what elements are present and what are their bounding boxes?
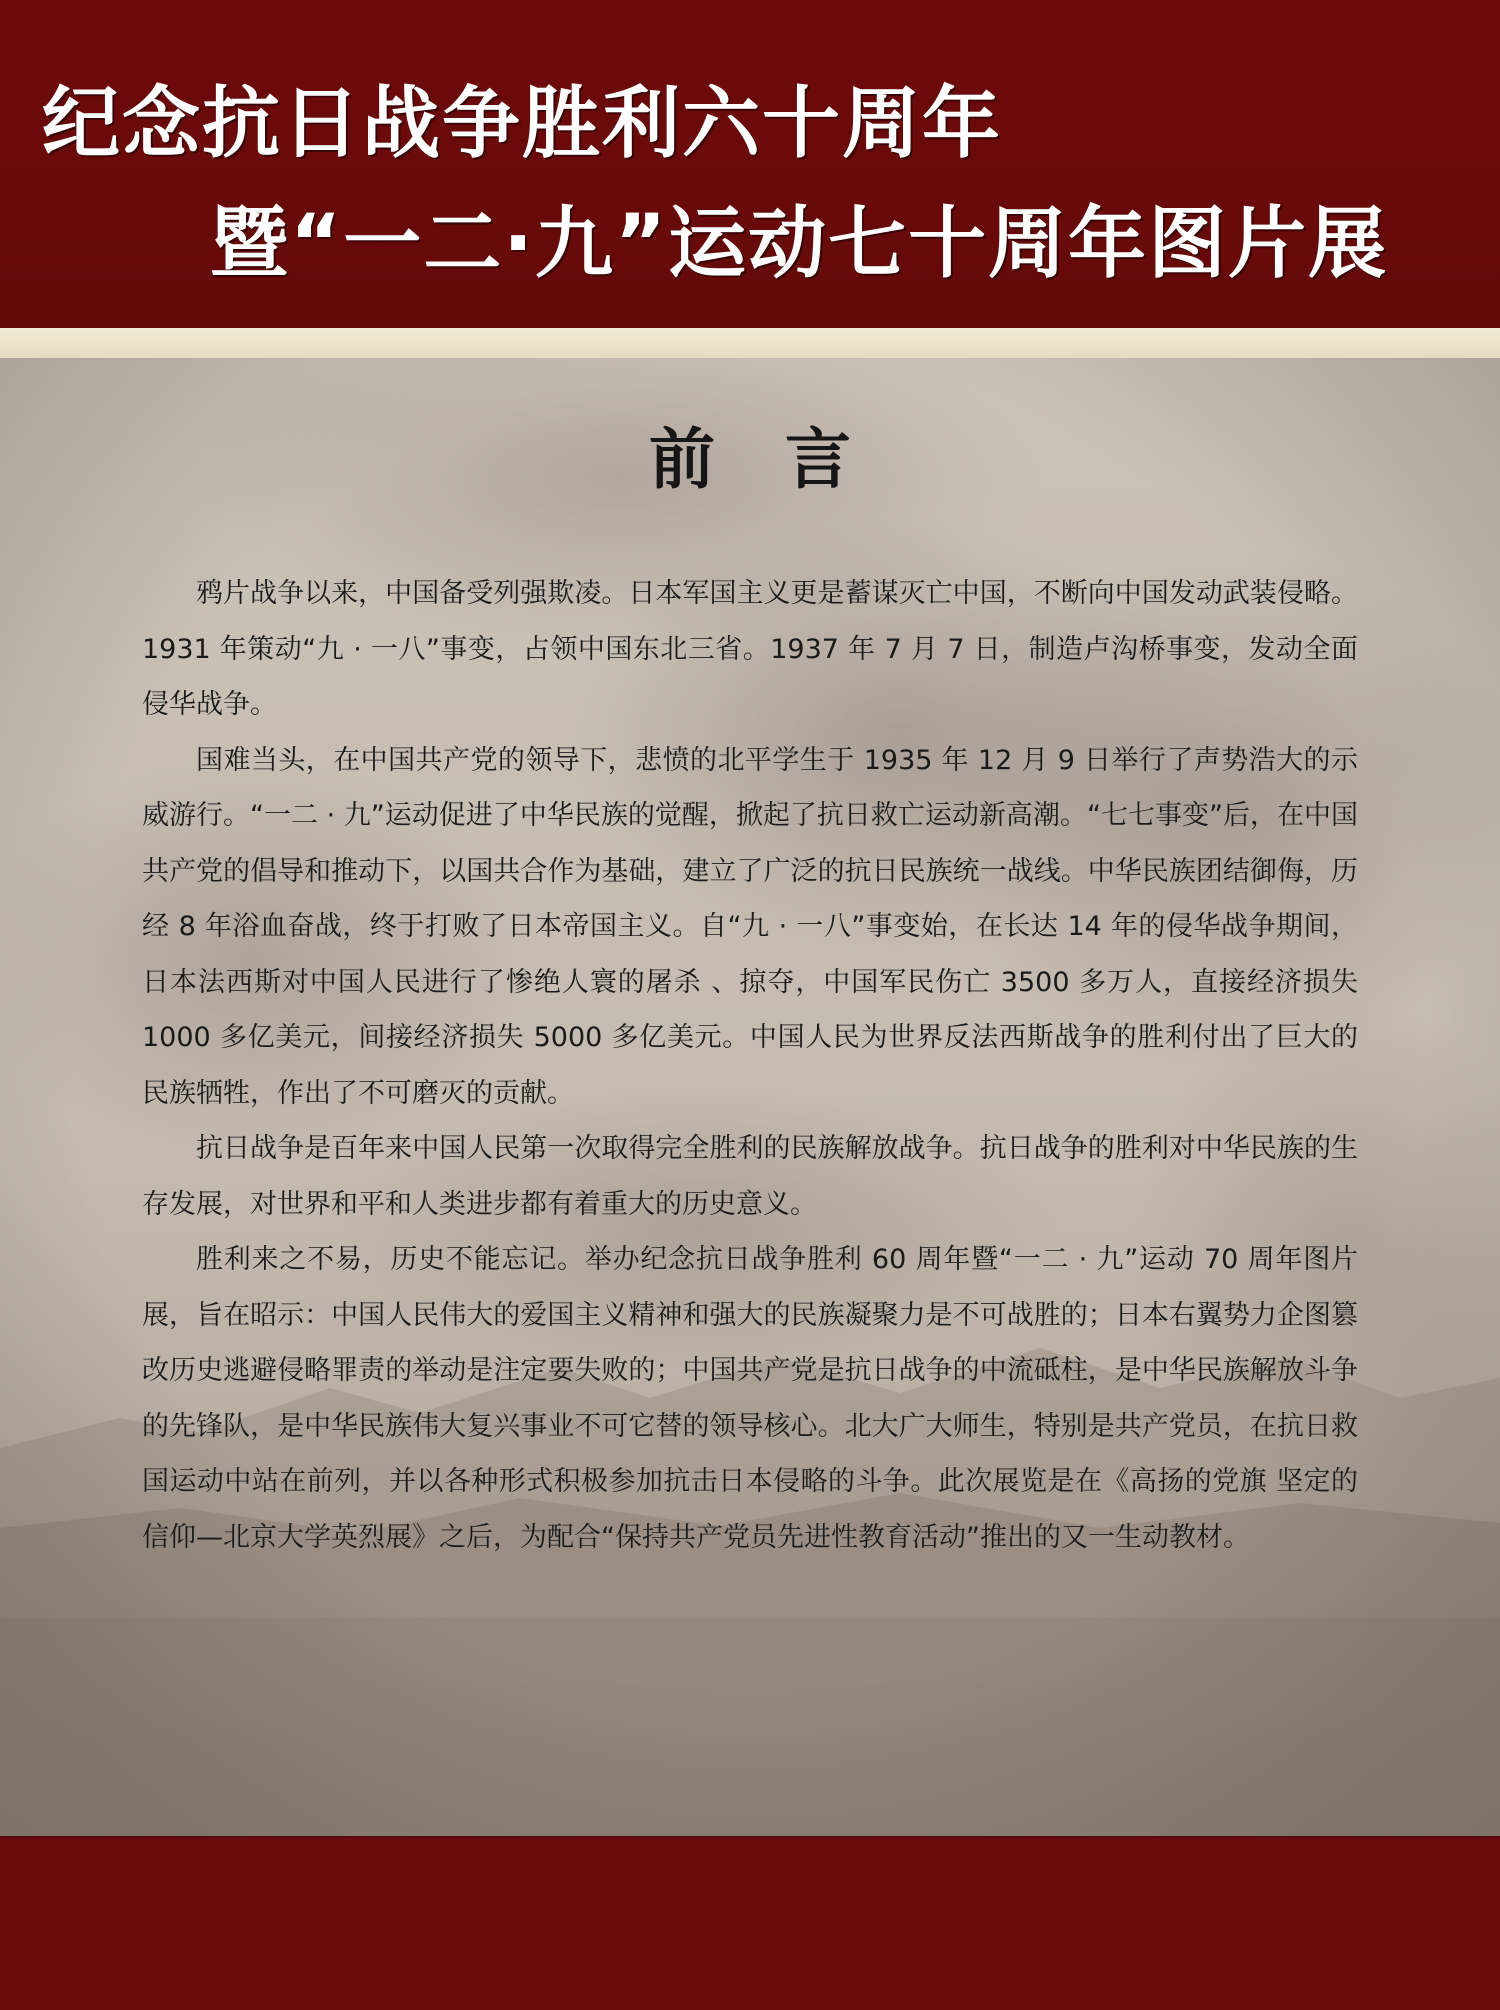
- preface-paragraph: 胜利来之不易，历史不能忘记。举办纪念抗日战争胜利 60 周年暨“一二 · 九”运动 70 周年图片展，旨在昭示：中国人民伟大的爱国主义精神和强大的民族凝聚力是不可战胜的；日本右翼势力企图篡改历史逃避侵略罪责的举动是注定要失败的；中国共产党是抗日战争的中流砥柱，是中华民族解放斗争的先锋队，是中华民族伟大复兴事业不可它替的领导核心。北大广大师生，特别是共产党员，在抗日救国运动中站在前列，并以各种形式积极参加抗击日本侵略的斗争。此次展览是在《高扬的党旗 坚定的信仰—北京大学英烈展》之后，为配合“保持共产党员先进性教育活动”推出的又一生动教材。: [142, 1244, 1358, 1553]
- footer-banner: [0, 1836, 1500, 2010]
- exhibition-title-line-2: 暨“一二·九”运动七十周年图片展: [210, 199, 1389, 289]
- preface-body: [142, 566, 1358, 1565]
- cream-divider-stripe: [0, 328, 1500, 358]
- title-banner: [0, 0, 1500, 328]
- preface-heading: 前言: [649, 421, 921, 498]
- exhibition-title-line-1: 纪念抗日战争胜利六十周年: [42, 79, 1003, 169]
- preface-paragraph: 国难当头，在中国共产党的领导下，悲愤的北平学生于 1935 年 12 月 9 日举行了声势浩大的示威游行。“一二 · 九”运动促进了中华民族的觉醒，掀起了抗日救亡运动新高潮。“七七事变”后，在中国共产党的倡导和推动下，以国共合作为基础，建立了广泛的抗日民族统一战线。中华民族团结御侮，历经 8 年浴血奋战，终于打败了日本帝国主义。自“九 · 一八”事变始，在长达 14 年的侵华战争期间，日本法西斯对中国人民进行了惨绝人寰的屠杀 、掠夺，中国军民伤亡 3500 多万人，直接经济损失 1000 多亿美元，间接经济损失 5000 多亿美元。中国人民为世界反法西斯战争的胜利付出了巨大的民族牺牲，作出了不可磨灭的贡献。: [142, 744, 1358, 1109]
- preface-paragraph: 抗日战争是百年来中国人民第一次取得完全胜利的民族解放战争。抗日战争的胜利对中华民族的生存发展，对世界和平和人类进步都有着重大的历史意义。: [142, 1133, 1358, 1220]
- preface-paragraph: 鸦片战争以来，中国备受列强欺凌。日本军国主义更是蓄谋灭亡中国，不断向中国发动武装侵略。1931 年策动“九 · 一八”事变，占领中国东北三省。1937 年 7 月 7 日，制造卢沟桥事变，发动全面侵华战争。: [142, 578, 1358, 720]
- preface-panel: [0, 358, 1500, 1836]
